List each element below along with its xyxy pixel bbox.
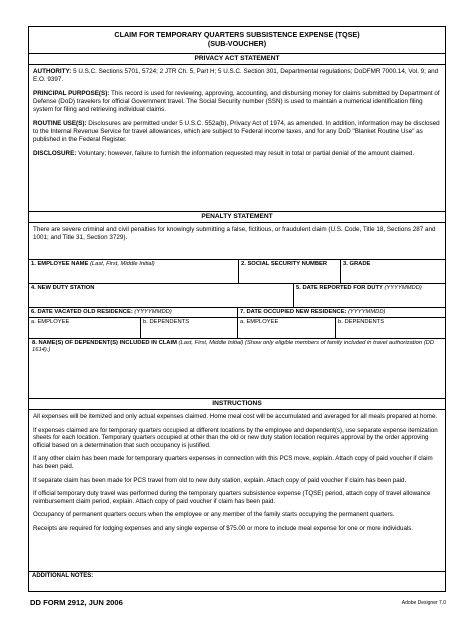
penalty-text: There are severe criminal and civil penalties for knowingly submitting a false, fictitious, or fraudulent claim (U.S. Code, Title 18, Sections 287 and 1001; and Title 31, Section 3729). [33,226,436,241]
dependents-name-field[interactable]: 8. NAME(S) OF DEPENDENT(S) INCLUDED IN CLAIM (Last, First, Middle Initial) (Show only eligible members of family included in travel authorization (DD 1614).) [32,340,435,353]
form-number: DD FORM 2912, JUN 2006 [30,598,123,607]
instruction-paragraph: All expenses will be itemized and only actual expenses claimed. Home meal cost will be accumulated and averaged for all meals prepared at home. [33,413,438,420]
row-duty [29,284,445,308]
ssn-field[interactable]: 2. SOCIAL SECURITY NUMBER [239,260,341,283]
grade-field[interactable]: 3. GRADE [343,261,371,267]
tqse-form [28,26,446,592]
employee-name-field[interactable]: 1. EMPLOYEE NAME (Last, First, Middle Initial) [29,260,239,283]
software-note: Adobe Designer 7.0 [401,600,446,606]
purpose-paragraph: PRINCIPAL PURPOSE(S): This record is used for reviewing, approving, accounting, and disbursing money for claims submitted by Department of Defense (DoD) travelers for official Government travel. The Social Security number (SSN) is used to maintain a numerical identification filing system for filing and retrieving individual claims. [33,90,440,113]
penalty-section [29,223,445,260]
disclosure-paragraph: DISCLOSURE: Voluntary; however, failure to furnish the information requested may result in total or partial denial of the amount claimed. [33,150,415,157]
instruction-paragraph: Occupancy of permanent quarters occurs when the employee or any member of the family starts occupying the permanent quarters. [33,511,395,519]
additional-notes-field[interactable] [29,572,445,580]
privacy-section [29,65,445,212]
occupied-dependents-field[interactable]: b. DEPENDENTS [338,319,385,325]
instructions-title: INSTRUCTIONS [29,399,445,410]
form-title: CLAIM FOR TEMPORARY QUARTERS SUBSISTENCE EXPENSE (TQSE) [114,30,360,39]
instruction-paragraph: If any other claim has been made for temporary quarters expenses in connection with this PCS move, explain. Attach copy of paid voucher if claim has been paid. [33,455,433,470]
date-occupied-label: 7. DATE OCCUPIED NEW RESIDENCE: (YYYYMMDD) [240,309,386,315]
row-date-subfields [29,318,445,339]
row-dates [29,308,445,318]
instruction-paragraph: If expenses claimed are for temporary quarters occupied at different locations by the employee and dependent(s), use separate expense itemization sheets for each location. Temporary quarters occupied at other than the old or new duty station location requires approval by the order approving official based on a determination that such occupancy is justified. [33,426,438,449]
form-header [29,27,445,54]
new-duty-station-field[interactable]: 4. NEW DUTY STATION [29,284,294,307]
penalty-title: PENALTY STATEMENT [29,212,445,223]
privacy-title: PRIVACY ACT STATEMENT [29,54,445,65]
date-vacated-label: 6. DATE VACATED OLD RESIDENCE: (YYYYMMDD) [29,308,238,317]
instructions-section [29,410,445,572]
instruction-paragraph: If separate claim has been made for PCS travel from old to new duty station, explain. Attach copy of paid voucher if claim has been paid. [33,476,407,484]
additional-notes-label: ADDITIONAL NOTES: [32,573,94,579]
instruction-paragraph: If official temporary duty travel was performed during the temporary quarters subsistence expense (TQSE) period, attach copy of travel allowance reimbursement claim period, explain. Attach copy of paid voucher if claim has been paid. [33,490,431,505]
instruction-paragraph: Receipts are required for lodging expenses and any single expense of $75.00 or more to include meal expense for one or more individuals. [33,524,414,532]
row-name-ssn-grade [29,260,445,284]
vacated-employee-field[interactable]: a. EMPLOYEE [29,318,141,338]
dependents-entry-area[interactable] [29,358,445,399]
form-subtitle: (SUB-VOUCHER) [207,39,267,48]
occupied-employee-field[interactable]: a. EMPLOYEE [238,318,336,338]
row-dependents [29,339,445,358]
authority-paragraph: AUTHORITY: 5 U.S.C. Sections 5701, 5724; 2 JTR Ch. 5, Part H; 5 U.S.C. Section 301, Departmental regulations; DoDFMR 7000.14, Vol. 9; and E.O. 9397. [33,68,439,83]
vacated-dependents-field[interactable]: b. DEPENDENTS [141,318,238,338]
date-reported-field[interactable]: 5. DATE REPORTED FOR DUTY (YYYYMMDD) [296,285,422,291]
routine-use-paragraph: ROUTINE USE(S): Disclosures are permitted under 5 U.S.C. 552a(b), Privacy Act of 1974, as amended. In addition, information may be disclosed to the Internal Revenue Service for travel allowances, which are subject to Federal income taxes, and for any DoD "Blanket Routine Use" as published in the Federal Register. [33,120,440,143]
